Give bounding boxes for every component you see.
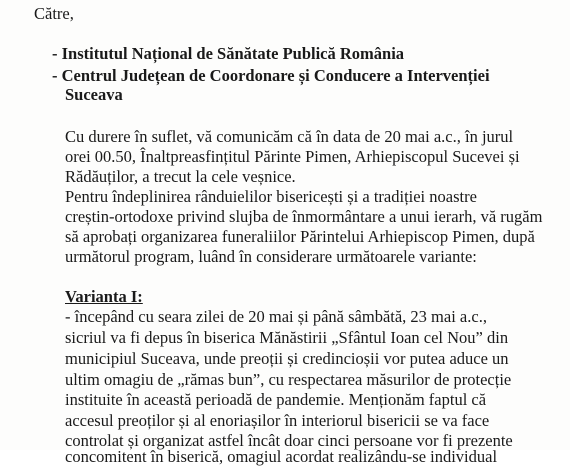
variant-line-8: concomitent în biserică, omagiul acordat realizându-se individual bbox=[65, 447, 498, 466]
recipient-2: - Centrul Județean de Coordonare și Conducere a Intervenției bbox=[52, 66, 490, 85]
paragraph-1-line-2: orei 00.50, Înaltpreasfințitul Părinte Pimen, Arhiepiscopul Sucevei și bbox=[65, 147, 520, 166]
paragraph-2-line-3: să aprobați organizarea funeraliilor Părintelui Arhiepiscop Pimen, după bbox=[65, 227, 535, 246]
variant-line-3: municipiul Suceava, unde preoții și credincioșii vor putea aduce un bbox=[65, 349, 509, 368]
paragraph-2-line-2: creștin-ortodoxe privind slujba de înmormântare a unui ierarh, vă rugăm bbox=[65, 207, 543, 226]
variant-line-1: - începând cu seara zilei de 20 mai și până sâmbătă, 23 mai a.c., bbox=[65, 307, 487, 326]
salutation: Către, bbox=[34, 4, 74, 23]
variant-line-7: controlat și organizat astfel încât doar cinci persoane vor fi prezente bbox=[65, 431, 513, 450]
paragraph-2-line-4: următorul program, luând în considerare următoarele variante: bbox=[65, 247, 477, 266]
variant-line-4: ultim omagiu de „rămas bun”, cu respectarea măsurilor de protecție bbox=[65, 370, 512, 389]
recipient-2-city: Suceava bbox=[65, 85, 123, 104]
variant-heading: Varianta I: bbox=[65, 287, 143, 306]
paragraph-1-line-3: Rădăuților, a trecut la cele veșnice. bbox=[65, 167, 296, 186]
variant-line-2: sicriul va fi depus în biserica Mănăstirii „Sfântul Ioan cel Nou” din bbox=[65, 328, 509, 347]
paragraph-2-line-1: Pentru îndeplinirea rânduielilor bisericești și a tradiției noastre bbox=[65, 187, 477, 206]
variant-line-6: accesul preoților și al enoriașilor în interiorul bisericii se va face bbox=[65, 411, 490, 430]
variant-line-5: instituite în această perioadă de pandemie. Menționăm faptul că bbox=[65, 390, 487, 409]
recipient-1: - Institutul Național de Sănătate Publică România bbox=[52, 44, 405, 63]
paragraph-1-line-1: Cu durere în suflet, vă comunicăm că în data de 20 mai a.c., în jurul bbox=[65, 127, 514, 146]
